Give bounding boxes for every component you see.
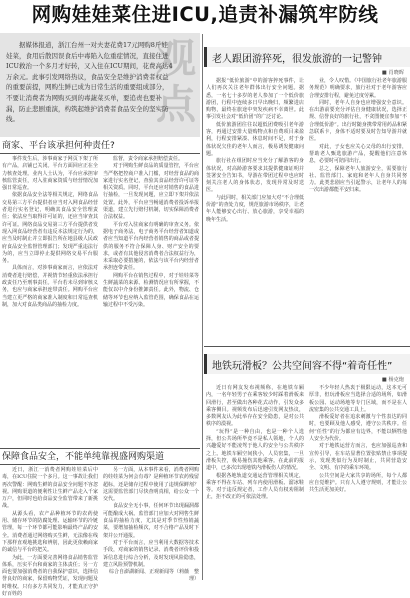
paragraph: 总之，保障老年人旅游安全，需要旅行社、监管部门、家庭和老年人自身共同努力。此类悲剧应当引起警示，让老年人的每一次出游都能平安归来。 — [309, 165, 407, 194]
byline: ■ 杨克炮 — [381, 377, 404, 383]
paragraph: 旅行社在组团时应当充分了解游客的身体状况，对高龄游客要求其提供健康证明并签署安全告知书，导游在带团过程中也应时刻关注老人的身体状态，发现异常及时送医。 — [206, 158, 304, 194]
page-headline: 网购娃娃菜住进ICU,追责补漏筑牢防线 — [31, 3, 379, 26]
paragraph: 不少年轻人热衷于极限运动，这本无可厚非，但玩滑板应当选择合适的场所，如滑板公园、运动场地等专门区域，而不是在人流密集的公共交通工具上。 — [309, 385, 407, 413]
paragraph: 公共空间是大家共享的场所，每个人都应自觉维护。只有人人遵守规则，才能让公共生活更加美好。 — [309, 472, 407, 494]
column-divider — [202, 34, 203, 580]
paragraph: 根据各地轨道交通运营管理相关规定，乘客不得在车站、列车内使用滑板、溜冰鞋等。对于违反规定者，工作人员有权劝阻制止，拒不改正的可依法处理。 — [206, 472, 304, 501]
paragraph: 食品安全无小事，任何环节出现漏洞都可能酿成大祸。监管部门应加大对网售生鲜食品的抽检力度，尤其是对季节性热销蔬菜，要增加抽检频次，对不合格产品及时下架并公开通报。 — [103, 503, 199, 539]
paragraph: 网购平台在销售过程中，对于娃娃菜等生鲜蔬菜的来源、检测情况应有所掌握，不能仅以中介身份推卸责任。此外，物流、仓储等环节也应纳入监管范围，确保食品在运输过程中不受污染。 — [103, 272, 199, 308]
paragraph: 近日有网友发布视频称，在地铁车厢内，一名年轻男子在乘客较少时踩着滑板来回滑行，甚至做出各种花式动作，引发众多乘客侧目。视频发布后迅速引发网友热议，多数网友认为此举存在安全隐患，是对公共秩序的漠视。 — [206, 385, 304, 428]
paragraph: 同时，老年人自身也应增强安全意识。在出游前要充分评估自身健康状况，选择正规、信誉良好的旅行社，不贪图便宜参加“不合理低价游”。出行时随身携带常用药品和紧急联系卡，身体不适时要及时告知导游并就医。 — [309, 99, 407, 143]
paragraph: 据报“低价旅游”中的游客猝死事件，让人们再次关注老年群体出行安全问题。据悉，一名七十多岁的老人参加了一个低价旅游团，行程中连续多日早出晚归，频繁进店购物，最终在旅途中突发疾病不幸离世。此事引发社会对“低价团”的广泛讨论。 — [206, 78, 304, 121]
paragraph: 具体而言，对涉事商家而言，应依法对消费者进行赔偿，并视情节轻重依法承担行政责任乃至刑事责任。平台若未尽到审核义务，也应与商家承担连带责任。网购平台应当建立更严格的商家准入制度和日常巡查机制，加大对食品类商品的抽检力度。 — [2, 265, 98, 308]
paragraph: 业，令人叹惜。《中国旅行社老年旅游服务规范》明确要求，旅行社对于老年游客应合理安排行程，避免过度劳累。 — [309, 78, 407, 99]
paragraph: 从源头看，农产品种植环节的农药使用、储存环节的防腐处理、运输环节的冷链管理，每一个环节都可能影响最终产品的安全。消费者通过网络购买生鲜，无法像在线下那样直观地挑选和辨别，因此更依赖商家的诚信与平台的把关。 — [2, 510, 98, 554]
article-column-right-3 — [206, 385, 304, 579]
article-column-left-3 — [2, 467, 98, 598]
section-divider — [204, 346, 410, 347]
lead-paragraph: 据媒体报道，浙江台州一对夫妻花费17元网购8斤娃娃菜，食用后散因误食后中毒陷入危重症情况，直接住进ICU救治一个多月才好转，又入住在ICU期间，花费高达4万余元。此事引发网络热议，食品安全是维护消费者权益的重要前提，网购生鲜已成为日常生活的重要组成部分，不要让消费者为网购买到的毒蔬菜买单，要追责也要补漏，防止悲剧重演，构筑起维护消费者食品安全的坚实防线。 — [6, 41, 173, 124]
paragraph: 事件发生后，涉事商家于网页下架了所有产品，店铺已关闭。平台方面回应正在全力核查处理。业内人士认为，平台应承担审核监管责任，对入驻商家资质与经营情况加强日常巡查。 — [2, 156, 98, 192]
article-column-right-4 — [309, 385, 407, 579]
source-credit: 综合自澎湖新闻、正观新闻等（莉薇 整理） — [108, 569, 199, 583]
paragraph: 平台对入驻商家有明确的审查义务。依据电子商务法，电子商务平台经营者知道或者应当知道平台内经营者销售的商品或者提供的服务不符合保障人身、财产安全的要求，或者有其他侵害消费者合法权益行为，未采取必要措施的，依法与该平台内经营者承担连带责任。 — [103, 221, 199, 272]
paragraph: “玩得”是一种自由，也是一种个人选择，但公共场所毕竟不是私人领地，个人的兴趣爱好不能凌驾于他人的安全与公共秩序之上。地铁车厢空间狭小，人员密集，一旦滑板失控，极易撞伤其他乘客。在此前的报道中，已多次出现地铁内滑板伤人的情况。 — [206, 428, 304, 472]
byline: ■ 肖晓晖 — [381, 70, 404, 76]
paragraph: 依据食品安全法等相关规定，网络食品交易第三方平台提供者应当对入网食品经营者进行实名登记，明确其食品安全管理责任；依法应当取得许可证的，还应当审查其许可证。网络食品交易第三方平台提供者发现入网食品经营者有违反本法规定行为的，应当及时制止并立即报告所在地县级人民政府食品安全监督管理部门；发现严重违法行为的，应当立即停止提供网络交易平台服务。 — [2, 192, 98, 265]
banner-subway-skateboard — [204, 354, 410, 374]
section-divider — [0, 448, 200, 449]
watermark-label: 观点 — [156, 36, 196, 128]
section-title-food-safety: 保障食品安全，不能单纯靠视盛网购渠道 — [2, 452, 165, 462]
banner-title: 地铁玩滑板？公共空间容不得“着奇任性” — [212, 361, 393, 372]
article-column-left-2 — [103, 156, 199, 444]
banner-title: 老人跟团游猝死，很发旅游的一记警钟 — [212, 54, 382, 65]
paragraph: 对于平台而言，应当利用大数据等技术手段，对商家的销售记录、消费者评价和投诉信息进行综合分析，及时发现风险隐患，建立风险预警机制。 — [103, 539, 199, 568]
paragraph: 另一方面，从本事件来看，消费者网购的娃娃菜为何会有毒？是种植环节农药残留超标，还是储存过程中使用了违规保鲜剂？这需要监管部门尽快查明真相，给公众一个交代。 — [103, 467, 199, 503]
section-divider — [0, 153, 200, 154]
banner-accent-bar — [204, 47, 207, 67]
article-column-right-2 — [309, 78, 407, 342]
paragraph: 对于地铁运营方而言，也应加强巡查和宣传引导，在车站显著位置张贴禁止事项提示，发现类似行为及时制止，共同营造安全、文明、有序的乘车环境。 — [309, 443, 407, 472]
paragraph: 滑板爱好者在追求刺激与个性表达的同时，也要顾及他人感受，遵守公共秩序。任何“任性”的行为都应有边界，不能以牺牲他人安全为代价。 — [309, 414, 407, 443]
paragraph: 近日，浙江一消费者网购娃娃菜后中毒，在ICU住院一个多月。这一事故让我们再次警醒：网购生鲜的食品安全问题不容忽视。网购渠道的便利性让生鲜产品走入千家万户，但同时也给食品安全监管带来了新挑战。 — [2, 467, 98, 510]
paragraph: 对此，子女也应关心父母的出行安排，帮助老人甄选旅游产品，提醒他们注意休息，必要时可陪同出行。 — [309, 143, 407, 165]
paragraph: 为此，一方面要完善网络食品销售监管体系，压实平台和商家的主体责任；另一方面也要加强消费者的自我保护意识，选择信誉良好的商家，保留购物凭证，发现问题及时维权。只有多方共同发力，才能真正守护好百姓的 — [2, 554, 98, 598]
section-title-platform-liability: 商家、平台该承担何种责任? — [2, 141, 115, 151]
banner-accent-bar — [204, 354, 207, 374]
article-column-left-1 — [2, 156, 98, 444]
section-divider — [0, 464, 200, 465]
article-column-left-4 — [103, 467, 199, 583]
paragraph: 对于网购生鲜食品的质量管控，平台应当严格把控商户准入门槛，对经营食品的商家进行实名登记，查验其食品经营许可证等相关资质。同时，平台还应对销售的食品进行抽检，一旦发现问题，应立即下架并依法处置。此外，平台应当畅通消费者投诉举报渠道，建立先行赔付机制，切实保障消费者合法权益。 — [103, 163, 199, 221]
banner-elderly-tour — [204, 47, 410, 67]
paragraph: 与此同时，相关部门应加大对“不合理低价游”的查处力度，规范旅游市场秩序，让老年人能够安心出行、放心旅游，享受幸福的晚年生活。 — [206, 194, 304, 223]
paragraph: 监督，责令商家承担赔偿责任。 — [113, 156, 184, 162]
paragraph: 低价旅游团往往以超低团费吸引老年游客，再通过安排大量购物点和自费项目来盈利，行程安排紧凑、休息时间不足，对于身体状况欠佳的老年人而言，极易诱发健康问题。 — [206, 121, 304, 157]
article-column-right-1 — [206, 78, 304, 342]
